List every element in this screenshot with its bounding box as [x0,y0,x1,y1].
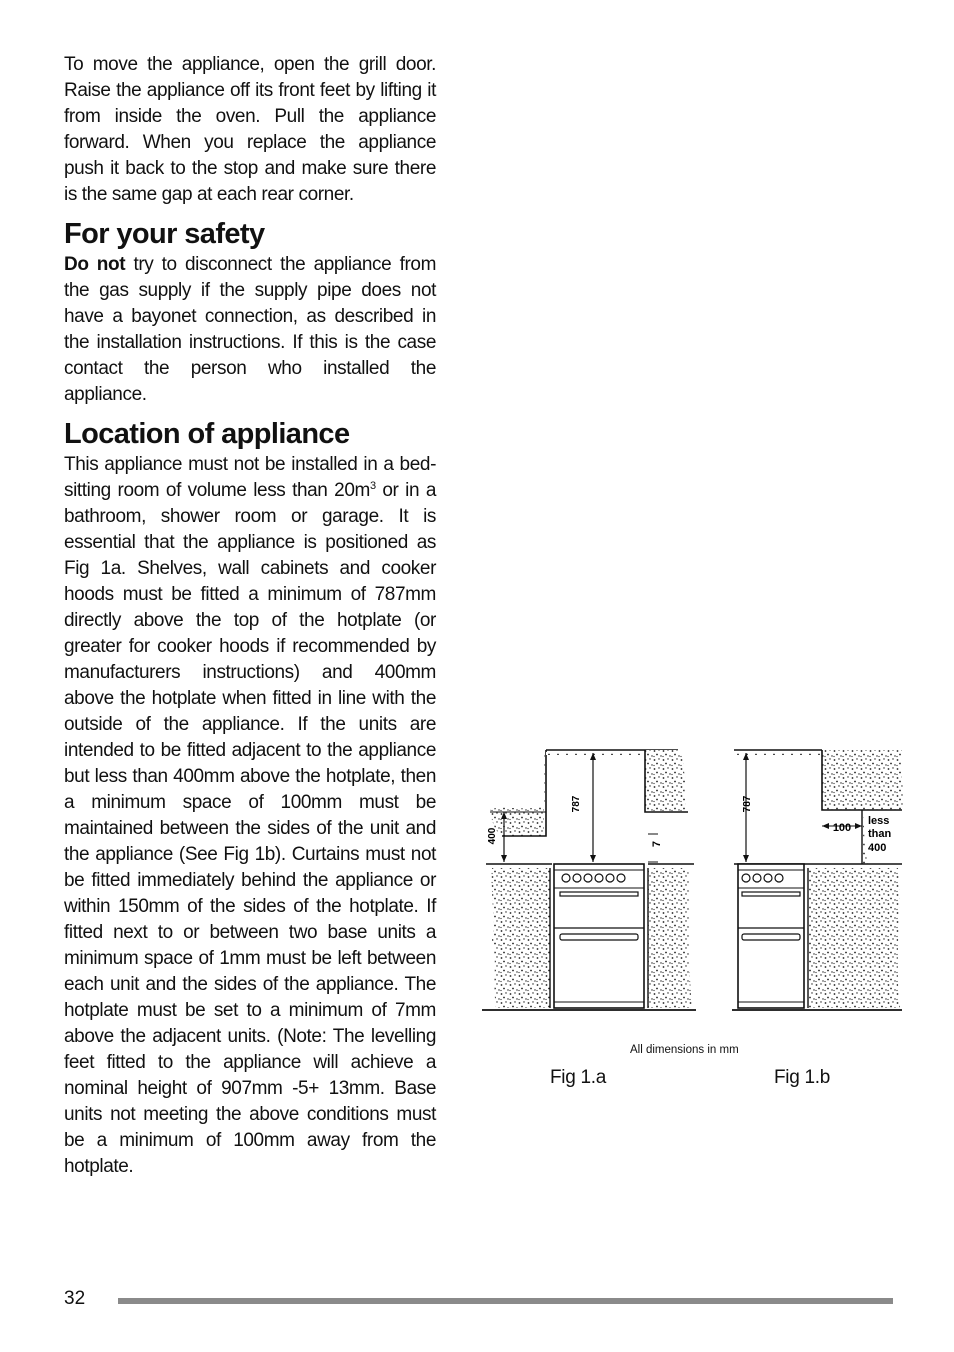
fig-1b-less: less [868,815,890,827]
safety-bold-lead: Do not [64,254,126,275]
fig-1a-caption: Fig 1.a [550,1067,606,1088]
superscript-3: 3 [369,480,376,492]
installation-diagram [482,740,912,1030]
fig-1a-dim-787: 787 [571,795,582,813]
location-heading: Location of appliance [64,418,350,450]
fig-1b-dim-787: 787 [742,795,753,813]
fig-1a-dim-400: 400 [487,827,498,845]
location-paragraph [64,452,436,1180]
location-text-a: This appliance must not be installed in a bed-sitting room of volume less than 20m [64,454,436,501]
fig-1b-dim-400: 400 [868,842,887,854]
dimensions-note: All dimensions in mm [630,1044,739,1056]
safety-heading: For your safety [64,218,265,250]
safety-paragraph [64,252,436,408]
installation-figure [482,740,912,1030]
fig-1b-than: than [868,828,892,840]
fig-1b-caption: Fig 1.b [774,1067,830,1088]
page-number: 32 [64,1288,86,1309]
location-text-b: or in a bathroom, shower room or garage. It is essential that the appliance is positioned as Fig 1a. Shelves, wall cabinets and cooker hoods must be fitted a minimum of 787mm directly above the top of the hotplate (or greater for cooker hoods if recommended by manufacturers instructions) and 400mm above the hotplate when fitted in line with the outside of the appliance. If the units are intended to be fitted adjacent to the appliance but less than 400mm above the hotplate, then a minimum space of 100mm must be maintained between the sides of the unit and the appliance (See Fig 1b). Curtains must not be fitted immediately behind the appliance or within 150mm of the sides of the hotplate. If fitted next to or between two base units a minimum space of 1mm must be left between each unit and the sides of the appliance. The hotplate must be set to a minimum of 7mm above the adjacent units. (Note: The levelling feet fitted to the appliance will achieve a nominal height of 907mm -5+ 13mm. Base units not meeting the above conditions must be a minimum of 100mm away from the hotplate. [64,480,436,1177]
fig-1b-diagram [732,750,903,1010]
intro-paragraph: To move the appliance, open the grill door. Raise the appliance off its front feet by lifting it from inside the oven. Pull the appliance forward. When you replace the appliance push it back to the stop and make sure there is the same gap at each rear corner. [64,54,436,205]
safety-text: try to disconnect the appliance from the gas supply if the supply pipe does not have a bayonet connection, as described in the installation instructions. If this is the case contact the person who installed the appliance. [64,254,436,405]
fig-1b-dim-100: 100 [832,822,852,834]
footer-rule [118,1298,893,1304]
fig-1a-dim-7: 7 [651,840,663,848]
fig-1a-diagram [482,750,696,1010]
text-column [64,52,436,1180]
